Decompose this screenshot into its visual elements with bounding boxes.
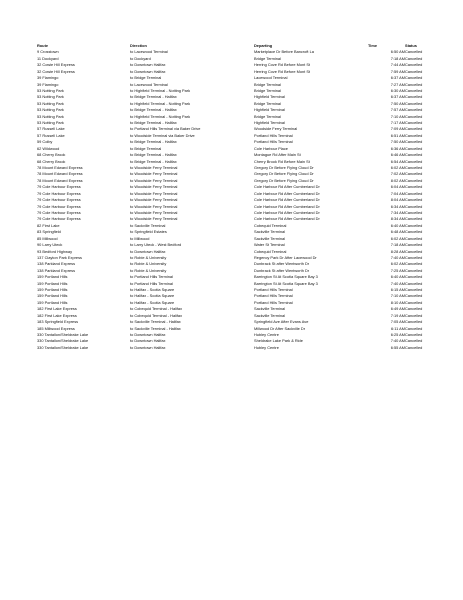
cell-status: Cancelled [405,100,423,106]
cell-departing: Highfield Terminal [254,107,285,113]
cell-time: 7:19 AM [390,312,405,318]
cell-direction: to Portland Hills Terminal via Baker Drive [130,126,201,132]
cell-route: 53 Notting Park [37,87,64,93]
cell-departing: Sackville Terminal [254,235,286,241]
table-row [37,345,433,351]
cell-status: Cancelled [405,177,423,183]
cell-direction: to Robie & University [130,261,167,267]
cell-departing: Sackville Terminal [254,312,286,318]
cell-time: 7:50 AM [390,100,405,106]
cell-direction: to Cobequid Terminal - Halifax [130,312,183,318]
cell-route: 53 Notting Park [37,107,64,113]
cell-route: 85 Millwood [37,235,58,241]
cell-time: 6:48 AM [390,229,405,235]
cell-route: 32 Cowie Hill Express [37,68,75,74]
cell-time: 7:09 AM [390,126,405,132]
cell-direction: to Millwood [130,235,150,241]
cell-time: 7:57 AM [390,107,405,113]
cell-time: 8:02 AM [390,177,405,183]
cell-departing: Gregory Dr Before Flying Cloud Dr [254,171,314,177]
cell-route: 78 Mount Edward Express [37,177,83,183]
cell-direction: to Woodside Ferry Terminal [130,177,178,183]
cell-departing: Bridge Terminal [254,55,281,61]
cell-departing: Portland Hills Terminal [254,287,293,293]
cell-direction: to Woodside Ferry Terminal [130,190,178,196]
cell-status: Cancelled [405,209,423,215]
cell-status: Cancelled [405,145,423,151]
cell-route: 32 Cowie Hill Express [37,62,75,68]
cell-status: Cancelled [405,267,423,273]
cell-time: 7:40 AM [390,280,405,286]
table-body [37,49,433,351]
cell-departing: Highfield Terminal [254,94,285,100]
cell-route: 330 Tantallon/Sheldrake Lake [37,338,89,344]
header-departing: Departing [254,43,273,48]
cell-departing: Barrington St At Scotia Square Bay 3 [254,280,318,286]
cell-status: Cancelled [405,55,423,61]
cell-direction: to Springfield Estates [130,229,167,235]
cell-direction: to Robie & University [130,254,167,260]
cell-departing: Montague Rd After Main St [254,152,301,158]
cell-status: Cancelled [405,165,423,171]
cell-direction: to Highfield Terminal - Notting Park [130,113,191,119]
cell-status: Cancelled [405,113,423,119]
cell-time: 6:51 AM [390,132,405,138]
cell-status: Cancelled [405,190,423,196]
cell-status: Cancelled [405,248,423,254]
cell-route: 53 Notting Park [37,113,64,119]
cell-time: 7:02 AM [390,171,405,177]
cell-route: 79 Cole Harbour Express [37,216,81,222]
cell-route: 159 Portland Hills [37,274,68,280]
cell-route: 78 Mount Edward Express [37,165,83,171]
cell-route: 159 Portland Hills [37,293,68,299]
cell-route: 53 Notting Park [37,120,64,126]
cell-status: Cancelled [405,274,423,280]
header-status: Status [405,43,417,48]
cancellations-table [37,43,433,351]
cell-direction: to Downtown Halifax [130,344,166,350]
cell-direction: to Halifax - Scotia Square [130,287,175,293]
cell-departing: Cole Harbour Rd After Cumberland Dr [254,184,320,190]
cell-status: Cancelled [405,132,423,138]
cell-time: 7:27 AM [390,81,405,87]
cell-time: 7:44 AM [390,62,405,68]
cell-route: 11 Dockyard [37,55,59,61]
cell-time: 6:11 AM [391,325,405,331]
cell-status: Cancelled [405,107,423,113]
cell-time: 6:55 AM [390,344,405,350]
cell-status: Cancelled [405,319,423,325]
cell-route: 83 Springfield [37,229,61,235]
cell-time: 6:50 AM [390,49,405,55]
cell-route: 159 Portland Hills [37,287,68,293]
cell-direction: to Sackville Terminal - Halifax [130,319,181,325]
cell-route: 79 Cole Harbour Express [37,184,81,190]
cell-direction: to Woodside Ferry Terminal [130,184,178,190]
cell-departing: Hubley Centre [254,344,279,350]
cell-time: 6:54 AM [390,158,405,164]
cell-direction: to Downtown Halifax [130,62,166,68]
cell-departing: Herring Cove Rd Before Mont St [254,62,311,68]
cell-route: 185 Millwood Express [37,325,75,331]
cell-direction: to Lacewood Terminal [130,81,168,87]
cell-departing: Portland Hills Terminal [254,132,293,138]
cell-departing: Cole Harbour Rd After Cumberland Dr [254,203,320,209]
cell-departing: Cole Harbour Rd After Cumberland Dr [254,209,320,215]
cell-time: 7:40 AM [390,254,405,260]
cell-departing: Cole Harbour Rd After Cumberland Dr [254,190,320,196]
cell-route: 138 Parkland Express [37,267,76,273]
cell-direction: to Downtown Halifax [130,331,166,337]
cell-time: 6:04 AM [390,184,405,190]
cell-time: 6:40 AM [390,222,405,228]
cell-route: 79 Cole Harbour Express [37,190,81,196]
cell-time: 7:18 AM [390,55,405,61]
cell-time: 6:15 AM [390,287,405,293]
cell-time: 7:59 AM [390,68,405,74]
cell-departing: Portland Hills Terminal [254,299,293,305]
cell-departing: Cobequid Terminal [254,248,287,254]
cell-status: Cancelled [405,94,423,100]
cell-departing: Herring Cove Rd Before Mont St [254,68,311,74]
cell-time: 6:46 AM [390,152,405,158]
cell-route: 57 Russell Lake [37,132,65,138]
cell-departing: Cherry Brook Rd Before Main St [254,158,310,164]
cell-status: Cancelled [405,222,423,228]
cell-direction: to Robie & University [130,267,167,273]
cell-direction: to Woodside Ferry Terminal [130,209,178,215]
cell-status: Cancelled [405,287,423,293]
cell-time: 7:25 AM [390,267,405,273]
cell-departing: Cole Harbour Rd After Cumberland Dr [254,197,320,203]
cell-route: 79 Cole Harbour Express [37,197,81,203]
cell-direction: to Bridge Terminal - Halifax [130,158,177,164]
cell-direction: to Downtown Halifax [130,248,166,254]
cell-route: 138 Parkland Express [37,261,76,267]
cell-direction: to Sackville Terminal [130,222,166,228]
cell-time: 8:04 AM [390,197,405,203]
cell-time: 6:49 AM [390,306,405,312]
cell-status: Cancelled [405,120,423,126]
cell-time: 7:10 AM [390,293,405,299]
cell-status: Cancelled [405,254,423,260]
cell-direction: to Dockyard [130,55,151,61]
cell-status: Cancelled [405,126,423,132]
cell-status: Cancelled [405,331,423,337]
cell-route: 159 Portland Hills [37,299,68,305]
cell-status: Cancelled [405,280,423,286]
cell-route: 79 Cole Harbour Express [37,203,81,209]
cell-departing: Hubley Centre [254,331,279,337]
cell-departing: Dunbrack St after Wentworth Dr [254,261,310,267]
cell-status: Cancelled [405,203,423,209]
cell-route: 39 Flamingo [37,81,59,87]
cell-status: Cancelled [405,344,423,350]
cell-direction: to Woodside Ferry Terminal [130,165,178,171]
cell-route: 79 Cole Harbour Express [37,209,81,215]
cell-departing: Cole Harbour Rd After Cumberland Dr [254,216,320,222]
cell-time: 7:34 AM [390,209,405,215]
cell-departing: Barrington St At Scotia Square Bay 3 [254,274,318,280]
cell-status: Cancelled [405,242,423,248]
cell-route: 90 Larry Uteck [37,242,63,248]
cell-direction: to Woodside Ferry Terminal [130,203,178,209]
cell-route: 62 Wildwood [37,145,60,151]
cell-route: 39 Flamingo [37,75,59,81]
cell-time: 7:05 AM [390,319,405,325]
cell-direction: to Highfield Terminal - Notting Park [130,87,191,93]
cell-status: Cancelled [405,184,423,190]
header-time: Time [368,43,378,48]
header-route: Route [37,43,49,48]
cell-departing: Dunbrack St after Wentworth Dr [254,267,310,273]
cell-status: Cancelled [405,62,423,68]
cell-departing: Portland Hills Terminal [254,139,293,145]
cell-status: Cancelled [405,68,423,74]
cell-status: Cancelled [405,216,423,222]
cell-status: Cancelled [405,293,423,299]
cell-direction: to Bridge Terminal - Halifax [130,139,177,145]
cell-departing: Lacewood Terminal [254,75,288,81]
cell-time: 6:36 AM [390,145,405,151]
cell-status: Cancelled [405,261,423,267]
cell-time: 8:28 AM [390,248,405,254]
cell-route: 9 Crosstown [37,49,59,55]
cell-time: 7:18 AM [390,242,405,248]
cell-direction: to Downtown Halifax [130,68,166,74]
cell-direction: to Cobequid Terminal - Halifax [130,306,183,312]
cell-direction: to Portland Hills Terminal [130,274,173,280]
cell-status: Cancelled [405,197,423,203]
cell-departing: Cobequid Terminal [254,222,287,228]
cell-route: 182 First Lake Express [37,306,77,312]
cell-route: 330 Tantallon/Sheldrake Lake [37,344,89,350]
cell-direction: to Bridge Terminal - Halifax [130,107,177,113]
cell-direction: to Halifax - Scotia Square [130,299,175,305]
cell-departing: Sackville Terminal [254,306,286,312]
cell-time: 8:34 AM [390,216,405,222]
cell-time: 6:37 AM [390,75,405,81]
cell-time: 7:40 AM [390,338,405,344]
cell-status: Cancelled [405,171,423,177]
cell-direction: to Sackville Terminal - Halifax [130,325,181,331]
cell-route: 68 Cherry Brook [37,152,66,158]
cell-route: 53 Notting Park [37,100,64,106]
cell-route: 53 Notting Park [37,94,64,100]
cell-departing: Gregory Dr Before Flying Cloud Dr [254,165,314,171]
cell-departing: Highfield Terminal [254,120,285,126]
cell-route: 82 First Lake [37,222,60,228]
cell-status: Cancelled [405,158,423,164]
cell-direction: to Bridge Terminal - Halifax [130,152,177,158]
cell-departing: Cole Harbour Place [254,145,288,151]
cell-departing: Bridge Terminal [254,81,281,87]
cell-departing: Woodside Ferry Terminal [254,126,298,132]
cell-time: 7:04 AM [390,190,405,196]
cell-status: Cancelled [405,75,423,81]
cell-direction: to Portland Hills Terminal [130,280,173,286]
cell-status: Cancelled [405,235,423,241]
cell-direction: to Halifax - Scotia Square [130,293,175,299]
cell-time: 6:40 AM [390,274,405,280]
cell-direction: to Bridge Terminal - Halifax [130,94,177,100]
cell-time: 6:02 AM [390,235,405,241]
cell-departing: Bridge Terminal [254,100,281,106]
cell-route: 57 Russell Lake [37,126,65,132]
cell-direction: to Woodside Ferry Terminal [130,216,178,222]
cell-status: Cancelled [405,87,423,93]
cell-status: Cancelled [405,229,423,235]
header-direction: Direction [130,43,147,48]
cell-status: Cancelled [405,325,423,331]
cell-route: 137 Clayton Park Express [37,254,82,260]
cell-departing: Millwood Dr After Sackville Dr [254,325,306,331]
cell-route: 78 Mount Edward Express [37,171,83,177]
cell-direction: to Woodside Ferry Terminal [130,197,178,203]
cell-time: 6:02 AM [390,165,405,171]
cell-direction: to Highfield Terminal - Notting Park [130,100,191,106]
cell-direction: to Bridge Terminal [130,145,162,151]
cell-departing: Marketplace Dr Before Bancroft La [254,49,314,55]
cell-direction: to Woodside Terminal via Baker Drive [130,132,195,138]
cell-time: 7:50 AM [390,139,405,145]
cell-route: 183 Springfield Express [37,319,79,325]
cell-route: 330 Tantallon/Sheldrake Lake [37,331,89,337]
cell-time: 6:34 AM [390,203,405,209]
cell-route: 59 Colby [37,139,53,145]
cell-status: Cancelled [405,49,423,55]
cell-direction: to Bridge Terminal - Halifax [130,120,177,126]
cell-status: Cancelled [405,338,423,344]
cell-status: Cancelled [405,312,423,318]
cell-departing: Sackville Terminal [254,229,286,235]
cell-status: Cancelled [405,152,423,158]
cell-departing: Gregory Dr Before Flying Cloud Dr [254,177,314,183]
cell-departing: Portland Hills Terminal [254,293,293,299]
cell-time: 6:30 AM [390,87,405,93]
cell-route: 159 Portland Hills [37,280,68,286]
cell-direction: to Bridge Terminal [130,75,162,81]
cell-status: Cancelled [405,139,423,145]
cell-departing: Sheldrake Lake Park & Ride [254,338,303,344]
cell-status: Cancelled [405,299,423,305]
cell-departing: Regency Park Dr After Lacewood Dr [254,254,317,260]
cell-time: 7:10 AM [390,113,405,119]
cell-status: Cancelled [405,81,423,87]
cell-time: 6:02 AM [390,261,405,267]
cell-time: 8:10 AM [390,299,405,305]
cell-departing: Bridge Terminal [254,87,281,93]
cell-departing: Springfield Ave After Evans Ave [254,319,309,325]
cell-direction: to Downtown Halifax [130,338,166,344]
cell-route: 68 Cherry Brook [37,158,66,164]
cell-direction: to Lacewood Terminal [130,49,168,55]
cell-direction: to Larry Uteck - West Bedford [130,242,182,248]
cell-route: 93 Bedford Highway [37,248,73,254]
cell-route: 182 First Lake Express [37,312,77,318]
cell-time: 6:37 AM [390,94,405,100]
cell-time: 7:17 AM [390,120,405,126]
cell-time: 6:25 AM [390,331,405,337]
cell-direction: to Woodside Ferry Terminal [130,171,178,177]
cell-status: Cancelled [405,306,423,312]
cell-departing: Bridge Terminal [254,113,281,119]
cell-departing: Water St Terminal [254,242,285,248]
